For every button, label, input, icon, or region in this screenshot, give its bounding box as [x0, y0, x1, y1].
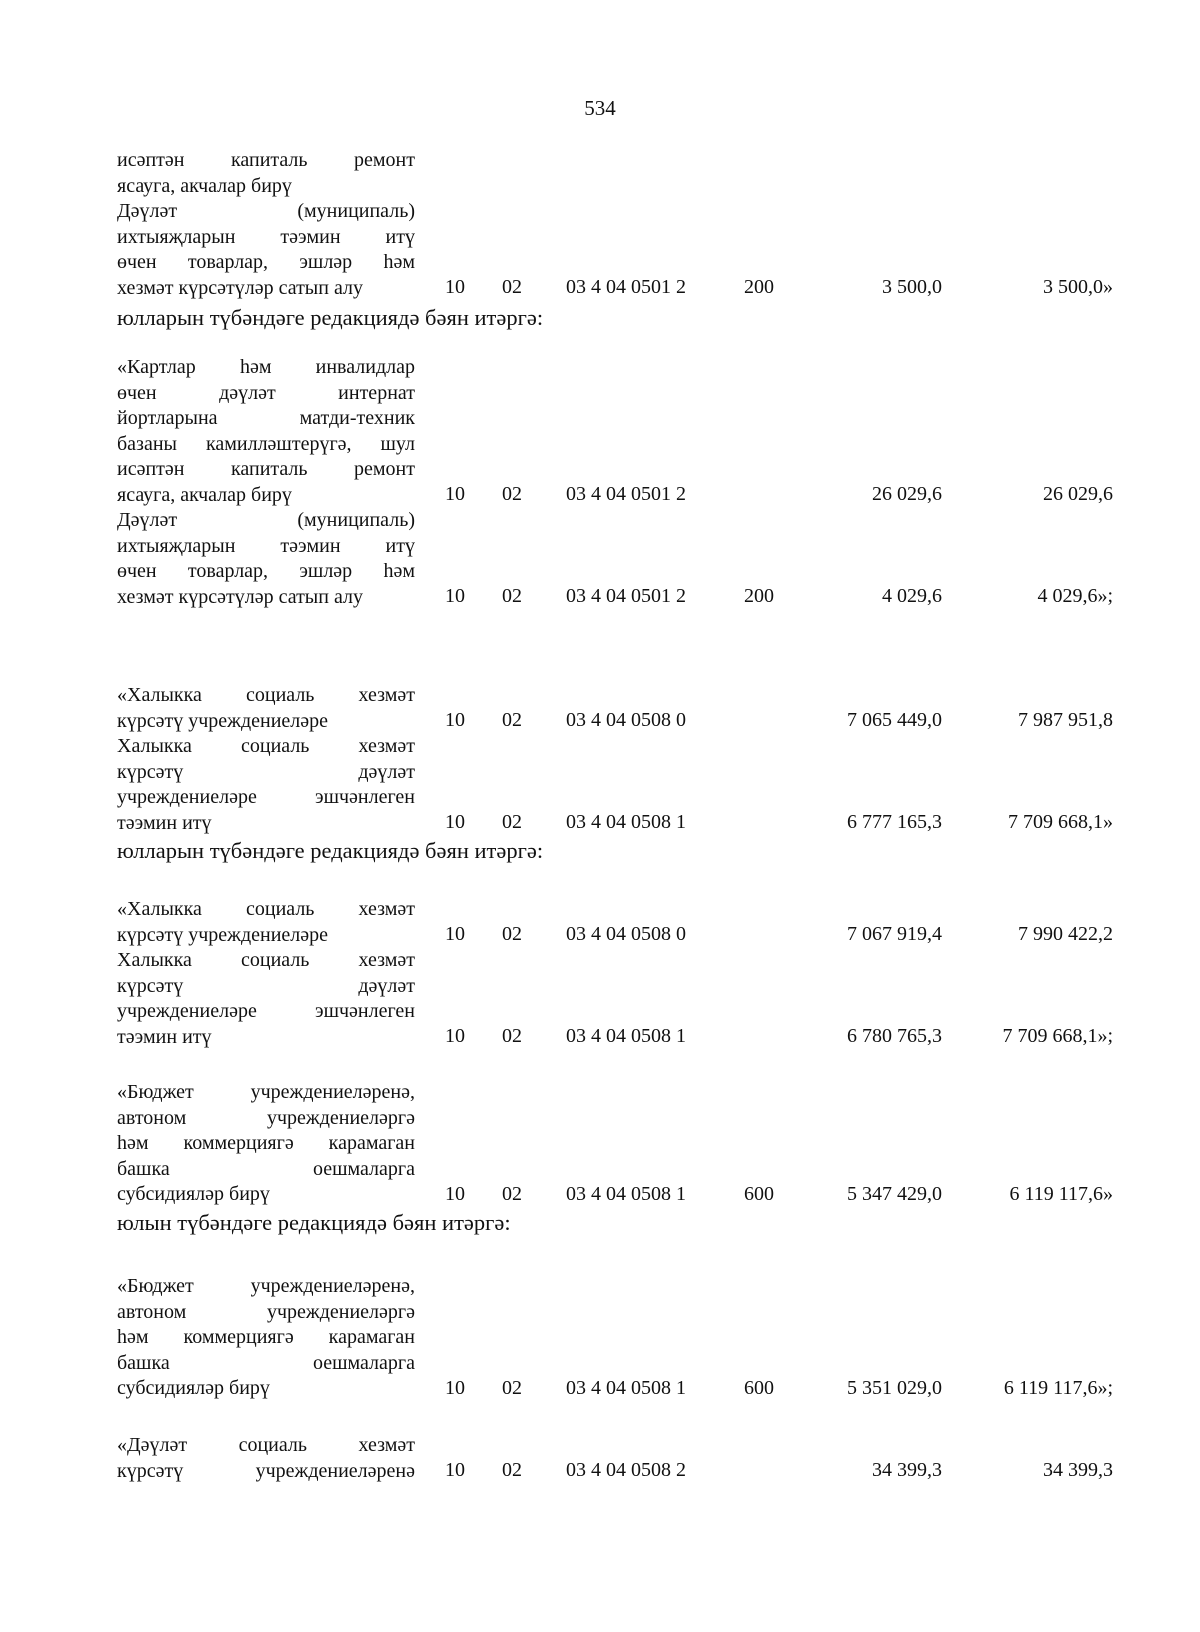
- expense-type-code: 200: [744, 585, 774, 607]
- subsection-code: 02: [502, 1183, 522, 1205]
- expense-type-code: 200: [744, 276, 774, 298]
- description-line: ясауга, акчалар бирү: [117, 483, 292, 506]
- description-line: өчен дәүләт интернат: [117, 381, 415, 404]
- description-line: «Картлар һәм инвалидлар: [117, 356, 415, 378]
- section-code: 10: [445, 483, 465, 505]
- description-line: ясауга, акчалар бирү: [117, 174, 292, 197]
- target-article-code: 03 4 04 0508 1: [566, 1377, 686, 1399]
- amount-year-1: 7 067 919,4: [847, 923, 942, 945]
- description-line: «Дәүләт социаль хезмәт: [117, 1434, 415, 1456]
- subsection-code: 02: [502, 585, 522, 607]
- description-line: учреждениеләре эшчәнлеген: [117, 1000, 415, 1022]
- description-line: хезмәт күрсәтүләр сатып алу: [117, 585, 363, 608]
- target-article-code: 03 4 04 0508 0: [566, 923, 686, 945]
- amount-year-2: 3 500,0»: [1043, 276, 1113, 298]
- description-line: хезмәт күрсәтүләр сатып алу: [117, 276, 363, 299]
- expense-type-code: 600: [744, 1377, 774, 1399]
- section-code: 10: [445, 276, 465, 298]
- subsection-code: 02: [502, 1025, 522, 1047]
- target-article-code: 03 4 04 0508 0: [566, 709, 686, 731]
- section-code: 10: [445, 1183, 465, 1205]
- description-line: һәм коммерциягә карамаган: [117, 1326, 415, 1348]
- description-line: субсидияләр бирү: [117, 1377, 270, 1399]
- amount-year-1: 5 351 029,0: [847, 1377, 942, 1399]
- amount-year-2: 26 029,6: [1043, 483, 1113, 505]
- page-number: 534: [584, 96, 616, 120]
- description-line: автоном учреждениеләргә: [117, 1300, 415, 1323]
- subsection-code: 02: [502, 811, 522, 833]
- amount-year-1: 34 399,3: [872, 1459, 942, 1481]
- description-line: Дәүләт (муниципаль): [117, 200, 415, 222]
- description-line: базаны камилләштерүгә, шул: [117, 432, 415, 455]
- expense-type-code: 600: [744, 1183, 774, 1205]
- subsection-code: 02: [502, 1377, 522, 1399]
- description-line: һәм коммерциягә карамаган: [117, 1132, 415, 1154]
- section-code: 10: [445, 585, 465, 607]
- row-description: [117, 1274, 415, 1402]
- description-line: күрсәтү учреждениеләре: [117, 923, 329, 946]
- amount-year-1: 5 347 429,0: [847, 1183, 942, 1205]
- row-description: [117, 683, 415, 734]
- description-line: Халыкка социаль хезмәт: [117, 735, 415, 757]
- editorial-instruction: юлларын түбәндәге редакциядә бәян итәргә:: [117, 305, 544, 330]
- section-code: 10: [445, 1459, 465, 1481]
- target-article-code: 03 4 04 0501 2: [566, 483, 686, 505]
- target-article-code: 03 4 04 0501 2: [566, 276, 686, 298]
- section-code: 10: [445, 1025, 465, 1047]
- amount-year-2: 34 399,3: [1043, 1459, 1113, 1481]
- amount-year-2: 7 990 422,2: [1018, 923, 1113, 945]
- subsection-code: 02: [502, 276, 522, 298]
- description-line: ихтыяҗларын тәэмин итү: [117, 225, 415, 248]
- amount-year-1: 6 777 165,3: [847, 811, 942, 833]
- description-line: күрсәтү учреждениеләре: [117, 709, 329, 732]
- target-article-code: 03 4 04 0501 2: [566, 585, 686, 607]
- amount-year-2: 7 709 668,1»;: [1002, 1025, 1113, 1047]
- target-article-code: 03 4 04 0508 1: [566, 1025, 686, 1047]
- row-description: [117, 897, 415, 948]
- description-line: башка оешмаларга: [117, 1157, 415, 1180]
- section-code: 10: [445, 1377, 465, 1399]
- description-line: йортларына матди-техник: [117, 407, 415, 429]
- amount-year-2: 4 029,6»;: [1037, 585, 1113, 607]
- row-description: [117, 948, 415, 1050]
- row-description: [117, 508, 415, 610]
- amount-year-1: 6 780 765,3: [847, 1025, 942, 1047]
- description-line: тәэмин итү: [117, 1025, 212, 1048]
- description-line: «Бюджет учреждениеләренә,: [117, 1081, 415, 1103]
- description-line: учреждениеләре эшчәнлеген: [117, 786, 415, 808]
- description-line: тәэмин итү: [117, 811, 212, 834]
- amount-year-2: 7 709 668,1»: [1008, 811, 1113, 833]
- subsection-code: 02: [502, 1459, 522, 1481]
- editorial-instruction: юлын түбәндәге редакциядә бәян итәргә:: [117, 1210, 511, 1235]
- amount-year-1: 4 029,6: [882, 585, 942, 607]
- description-line: күрсәтү учреждениеләренә: [117, 1459, 415, 1482]
- subsection-code: 02: [502, 483, 522, 505]
- description-line: күрсәтү дәүләт: [117, 760, 415, 783]
- description-line: башка оешмаларга: [117, 1351, 415, 1374]
- row-description: [117, 1080, 415, 1208]
- subsection-code: 02: [502, 923, 522, 945]
- description-line: өчен товарлар, эшләр һәм: [117, 560, 415, 582]
- subsection-code: 02: [502, 709, 522, 731]
- amount-year-2: 6 119 117,6»: [1009, 1183, 1113, 1205]
- description-line: исәптән капиталь ремонт: [117, 149, 415, 171]
- amount-year-1: 26 029,6: [872, 483, 942, 505]
- description-line: Дәүләт (муниципаль): [117, 509, 415, 531]
- amount-year-2: 6 119 117,6»;: [1003, 1377, 1113, 1399]
- section-code: 10: [445, 923, 465, 945]
- amount-year-1: 7 065 449,0: [847, 709, 942, 731]
- description-line: исәптән капиталь ремонт: [117, 458, 415, 480]
- description-line: Халыкка социаль хезмәт: [117, 949, 415, 971]
- row-description: [117, 1433, 415, 1484]
- target-article-code: 03 4 04 0508 2: [566, 1459, 686, 1481]
- row-description: [117, 355, 415, 508]
- description-line: «Бюджет учреждениеләренә,: [117, 1275, 415, 1297]
- target-article-code: 03 4 04 0508 1: [566, 1183, 686, 1205]
- row-description: [117, 148, 415, 301]
- editorial-instruction: юлларын түбәндәге редакциядә бәян итәргә:: [117, 838, 544, 863]
- description-line: «Халыкка социаль хезмәт: [117, 684, 415, 706]
- section-code: 10: [445, 709, 465, 731]
- description-line: субсидияләр бирү: [117, 1183, 270, 1205]
- description-line: автоном учреждениеләргә: [117, 1106, 415, 1129]
- section-code: 10: [445, 811, 465, 833]
- description-line: өчен товарлар, эшләр һәм: [117, 251, 415, 273]
- amount-year-1: 3 500,0: [882, 276, 942, 298]
- target-article-code: 03 4 04 0508 1: [566, 811, 686, 833]
- row-description: [117, 734, 415, 836]
- description-line: «Халыкка социаль хезмәт: [117, 898, 415, 920]
- amount-year-2: 7 987 951,8: [1018, 709, 1113, 731]
- description-line: ихтыяҗларын тәэмин итү: [117, 534, 415, 557]
- description-line: күрсәтү дәүләт: [117, 974, 415, 997]
